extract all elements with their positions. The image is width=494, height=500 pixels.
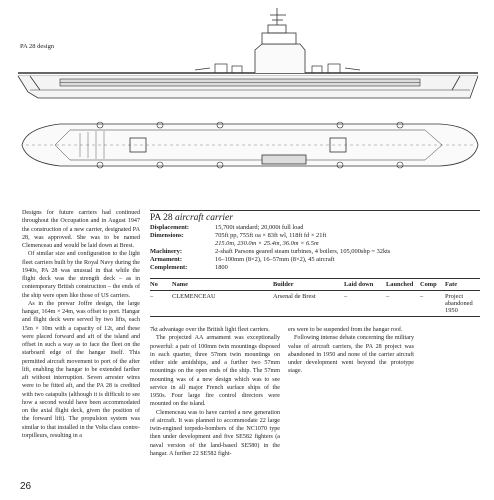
paragraph: Following intense debate concerning the military value of aircraft carriers, the PA 28 project was abandoned in 1950 and none of the carrier aircraft under development went beyond the prototype stage.	[288, 335, 414, 375]
column-header: No	[150, 281, 158, 288]
table-row	[150, 291, 480, 317]
specification-list	[150, 224, 480, 273]
cell-fate: Project abandoned 1950	[445, 293, 473, 314]
paragraph: Designs for future carriers had continued throughout the Occupation and in August 1947 the construction of a new carrier, designated PA 28, was approved. She was to be named Clemenceau and would be laid down at Brest.	[22, 210, 140, 249]
column-header: Comp	[420, 281, 437, 288]
spec-value: 15,700t standard; 20,000t full load	[215, 224, 304, 231]
paragraph: Clemenceau was to have carried a new generation of aircraft. It was planned to accommodate 22 large twin-engined torpedo-bombers of the NC1070 type then under development and five SE582 fighters (a naval version of the land-based SE580) in the hangar. A further 22 SE582 fight-	[150, 409, 280, 457]
flight-deck-plan-drawing	[22, 122, 478, 168]
spec-key: Machinery:	[150, 248, 182, 256]
spec-value-metric: 215.0m, 230.0m × 25.4m, 36.0m × 6.5m	[215, 240, 319, 248]
cell-laid-down: –	[344, 293, 348, 300]
figure-caption: PA 28 design	[20, 43, 55, 50]
body-text-column-3	[288, 326, 414, 376]
column-header: Launched	[386, 281, 414, 288]
ships-table	[150, 278, 480, 317]
table-title	[150, 210, 480, 223]
spec-value: 705ft pp, 755ft oa × 83ft wl, 118ft fd × 21ft	[215, 232, 327, 240]
spec-value: 2-shaft Parsons geared steam turbines, 4 boilers, 105,000shp = 32kts	[215, 248, 391, 256]
paragraph: Of similar size and configuration to the light fleet carriers built by the Royal Navy during the 1940s, PA 28 was unusual in that while the flight deck was the strength deck – as in contemporary British construction – the ends of the ship were open like those of US carriers.	[22, 251, 140, 299]
spec-row	[150, 224, 480, 232]
paragraph: 7kt advantage over the British light fleet carriers.	[150, 327, 270, 333]
spec-key: Displacement:	[150, 224, 190, 231]
table-title-italic: aircraft carrier	[175, 213, 233, 223]
spec-value: 1800	[215, 264, 228, 272]
paragraph: The projected AA armament was exceptionally powerful: a pair of 100mm twin mountings disposed in each quarter, three 57mm twin mountings on either side amidships, and a further two 57mm mountings on the open ends of the ship. The 57mm mounting was of a new design which was to see service in all major French surface ships of the 1950s. Four large fire control directors were mounted on the island.	[150, 335, 280, 408]
spec-row	[150, 248, 480, 256]
spec-row	[150, 232, 480, 248]
column-header: Fate	[445, 281, 458, 288]
cell-launched: –	[386, 293, 390, 300]
body-text-column-1	[22, 209, 140, 440]
cell-comp: –	[420, 293, 424, 300]
cell-no: –	[150, 293, 154, 300]
spec-value: 16–100mm (8×2), 16–57mm (8×2), 45 aircraft	[215, 256, 335, 264]
ship-profile-drawing	[18, 8, 478, 98]
paragraph: As in the prewar Joffre design, the large hangar, 164m × 24m, was offset to port. Hangar and flight deck were served by two lifts, each 15m × 10m with a capacity of 12t, and these were placed forward and aft of the island and offset in such a way as to face the fleet on the starboard edge of the hangar itself. This permitted aircraft movement to port of the after lift, enabling the hangar to be extended farther aft without interruption. Seven arrester wires were to be fitted aft, and the PA 28 is credited with two catapults (although it is difficult to see how a second would have been accommodated on the axial flight deck, given the position of the forward lift). The propulsion system was similar to that installed in the Volta class contre-torpilleurs, resulting in a	[22, 300, 140, 439]
table-header-row	[150, 278, 480, 291]
table-title-prefix: PA 28	[150, 213, 175, 223]
body-text-column-2	[150, 326, 280, 458]
paragraph: ers were to be suspended from the hangar roof.	[288, 327, 403, 333]
spec-row	[150, 264, 480, 272]
spec-row	[150, 256, 480, 264]
spec-key: Complement:	[150, 264, 188, 272]
column-header: Name	[172, 281, 188, 288]
column-header: Laid down	[344, 281, 374, 288]
ship-drawing	[0, 0, 494, 205]
spec-key: Dimensions:	[150, 232, 184, 240]
spec-key: Armament:	[150, 256, 182, 264]
spec-value-block	[215, 232, 480, 248]
cell-builder: Arsenal de Brest	[273, 293, 316, 300]
page-number: 26	[20, 481, 32, 492]
cell-name: CLEMENCEAU	[172, 293, 216, 300]
column-header: Builder	[273, 281, 294, 288]
